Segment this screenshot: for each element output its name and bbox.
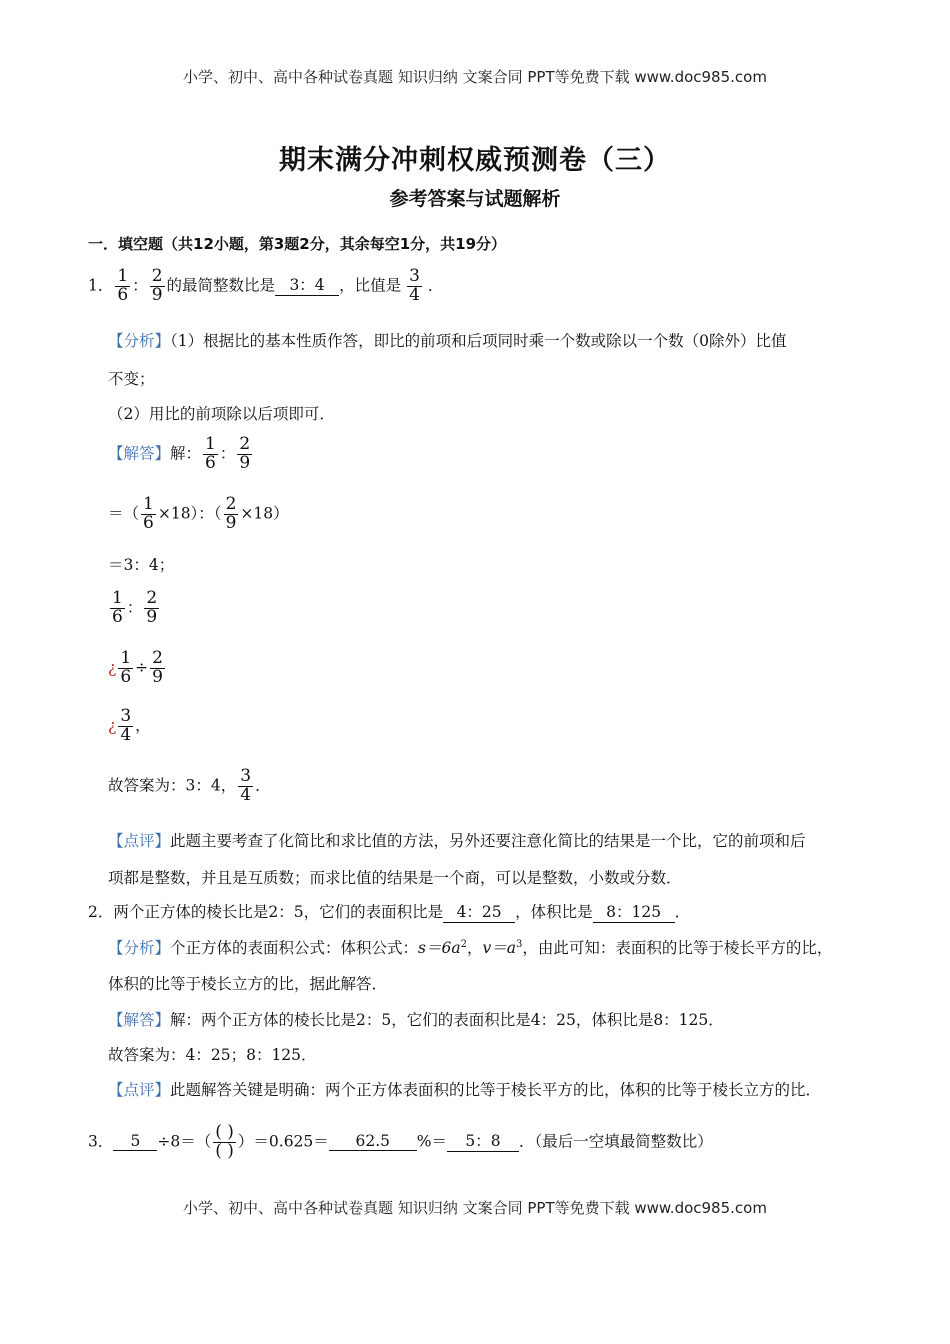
section-heading: 一．填空题（共12小题，第3题2分，其余每空1分，共19分） [88,235,507,253]
analysis-text: 体积的比等于棱长立方的比，据此解答． [108,975,388,993]
answer-blank: 8：125 [593,900,675,923]
question-2: 2．两个正方体的棱长比是2：5，它们的表面积比是 4：25 ，体积比是 8：125 ． [88,900,690,923]
analysis-tag: 【分析】 [108,939,171,957]
question-number: 3． [88,1132,114,1151]
analysis-text: 【分析】个正方体的表面积公式：体积公式：$s=6a^2$，$v=a^3$，由此可知：表面积的比等于棱长平方的比， [108,938,833,957]
question-number: 1． [88,276,114,295]
analysis-text: 不变； [108,370,155,388]
comment-text: 项都是整数，并且是互质数；而求比值的结果是一个商，可以是整数，小数或分数． [108,869,682,887]
footer-banner: 小学、初中、高中各种试卷真题 知识归纳 文案合同 PPT等免费下载 www.doc985.com [183,1199,767,1217]
question-1: 1． $\frac{1}{6}$ ： $\frac{2}{9}$ 的最简整数比是 3：4 ，比值是 $\frac{3}{4}$ ． [88,266,444,305]
answer-tag: 【解答】 [108,1011,171,1029]
analysis-tag: 【分析】 [108,332,171,350]
comment-tag: 【点评】 [108,832,171,850]
empty-fraction: $\frac{( )}{( )}$ [215,1122,234,1161]
solution-line: ＝（ $\frac{1}{6}$ ×18）：（ $\frac{2}{9}$ ×18） [108,494,289,533]
final-answer: 故答案为：4：25；8：125． [108,1046,317,1064]
answer-blank: 5 [113,1132,157,1151]
page-subtitle: 参考答案与试题解析 [389,188,561,210]
page-title: 期末满分冲刺权威预测卷（三） [279,145,671,176]
solution-line: 【解答】解： $\frac{1}{6}$ ： $\frac{2}{9}$ [108,434,251,473]
fraction: $\frac{1}{6}$ [117,266,129,305]
solution-line: ＝3：4； [108,556,175,574]
analysis-text: 【分析】（1）根据比的基本性质作答，即比的前项和后项同时乘一个数或除以一个数（0除外）比值 [108,332,787,350]
solution-line: $\frac{1}{6}$ ： $\frac{2}{9}$ [112,588,158,627]
analysis-text: （2）用比的前项除以后项即可． [108,405,335,423]
answer-blank: $\frac{3}{4}$ [409,266,420,305]
question-number: 2． [88,903,114,921]
answer-blank: 3：4 [275,273,339,296]
fraction: $\frac{2}{9}$ [151,266,163,305]
answer-blank: 5：8 [447,1129,519,1152]
solution-line: 【解答】解：两个正方体的棱长比是2：5，它们的表面积比是4：25，体积比是8：125． [108,1011,724,1029]
answer-tag: 【解答】 [108,444,171,463]
solution-line: ¿ $\frac{3}{4}$ ， [108,706,151,745]
answer-blank: 4：25 [443,900,515,923]
header-banner: 小学、初中、高中各种试卷真题 知识归纳 文案合同 PPT等免费下载 www.doc985.com [183,68,767,86]
solution-line: ¿ $\frac{1}{6}$ ÷ $\frac{2}{9}$ [108,648,163,687]
comment-text: 【点评】此题解答关键是明确：两个正方体表面积的比等于棱长平方的比，体积的比等于棱长立方的比． [108,1081,822,1099]
comment-tag: 【点评】 [108,1081,171,1099]
answer-blank: 62.5 [329,1132,417,1151]
comment-text: 【点评】此题主要考查了化简比和求比值的方法，另外还要注意化简比的结果是一个比，它的前项和后 [108,832,806,850]
final-answer: 故答案为：3：4， $\frac{3}{4}$ ． [108,766,271,805]
question-3: 3． 5 ÷8＝（ $\frac{( )}{( )}$ ）＝0.625＝ 62.5 %＝ 5：8 ．（最后一空填最简整数比） [88,1122,713,1161]
